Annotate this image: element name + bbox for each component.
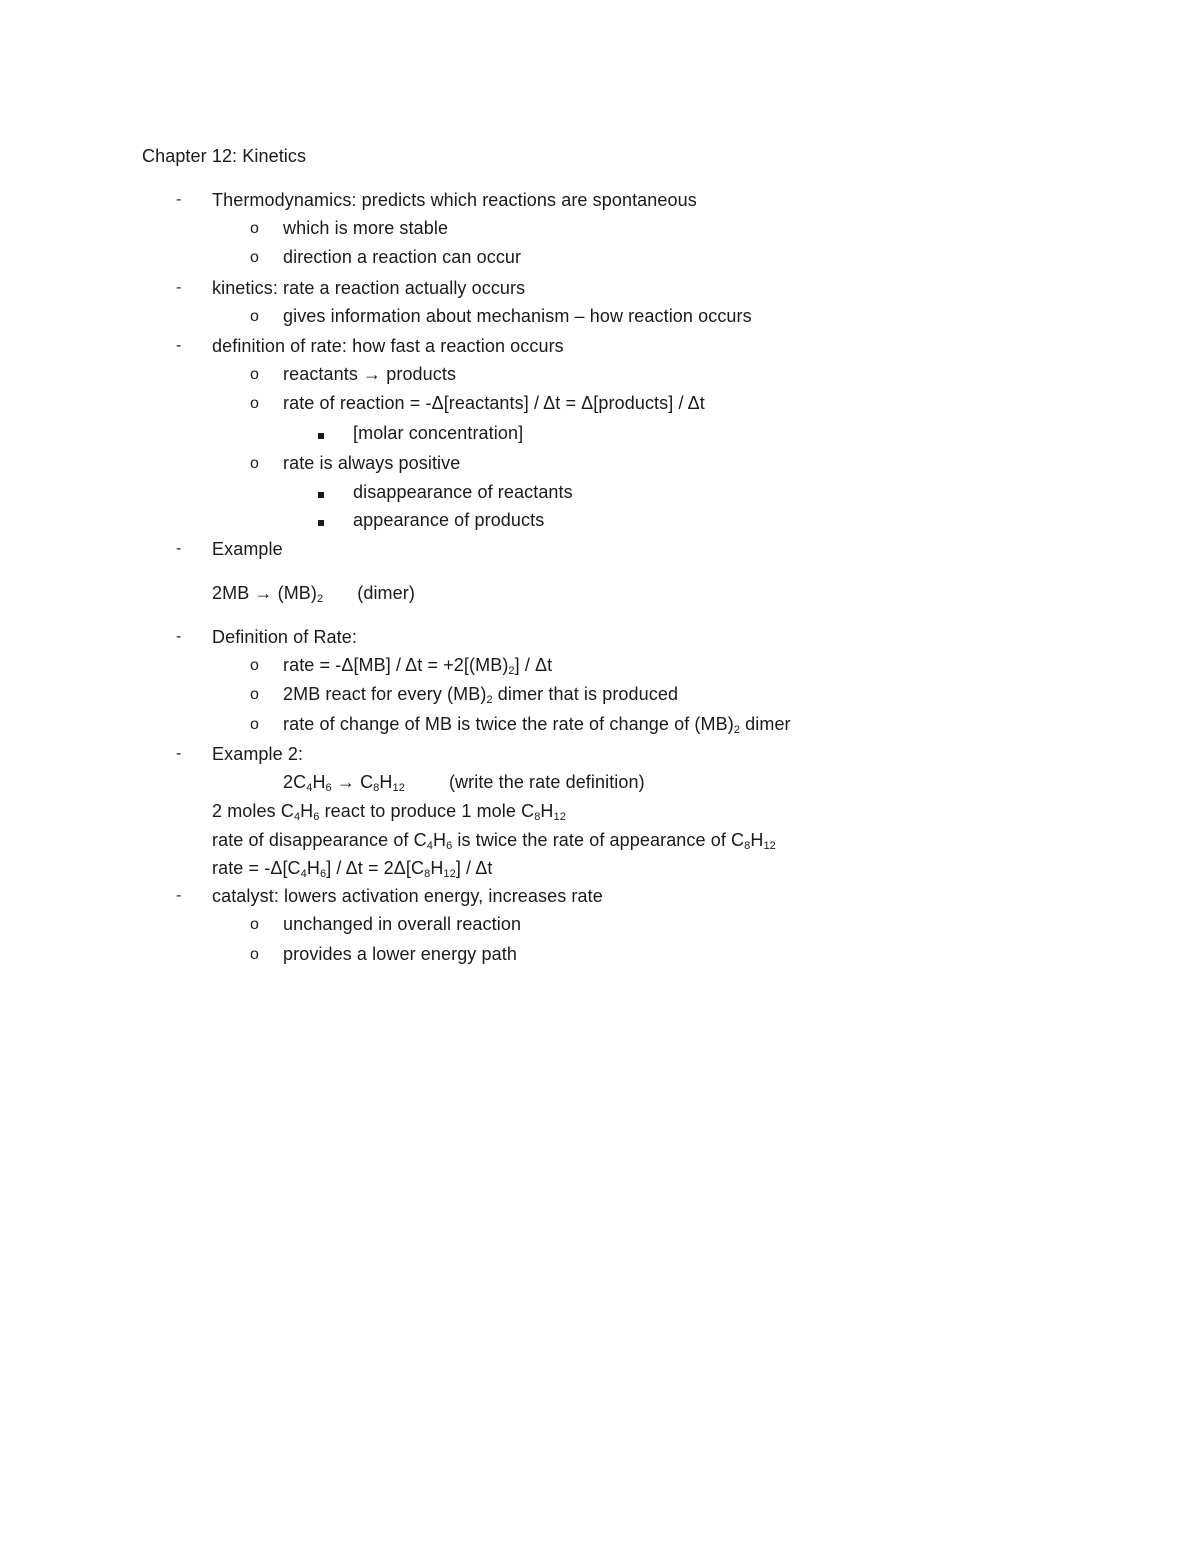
circle-bullet: o <box>250 916 259 933</box>
list-item: kinetics: rate a reaction actually occurs <box>212 278 526 298</box>
dash-bullet: - <box>176 745 182 762</box>
page-title: Chapter 12: Kinetics <box>142 146 307 166</box>
equation: $2C_4H_6 \to C_8H_{12}$ (write the rate definition) <box>283 772 645 794</box>
list-item: 2MB react for every $(MB)_2$ dimer that is produced <box>283 684 679 706</box>
square-bullet <box>318 509 324 531</box>
list-item: rate = $-\Delta[MB] / \Delta t = +2[(MB)_2] / \Delta t$ <box>283 655 553 677</box>
square-bullet <box>318 422 324 444</box>
text-line: 2 moles $C_4H_6$ react to produce 1 mole $C_8H_{12}$ <box>212 801 566 823</box>
circle-bullet: o <box>250 249 259 266</box>
list-item: Thermodynamics: predicts which reactions are spontaneous <box>212 190 697 210</box>
list-item: catalyst: lowers activation energy, increases rate <box>212 886 603 906</box>
circle-bullet: o <box>250 220 259 237</box>
dash-bullet: - <box>176 279 182 296</box>
list-item: appearance of products <box>353 510 545 530</box>
circle-bullet: o <box>250 657 259 674</box>
list-item: Example <box>212 539 283 559</box>
list-item: gives information about mechanism – how reaction occurs <box>283 306 752 326</box>
square-bullet <box>318 481 324 503</box>
equation: $2MB \to (MB)_2$ (dimer) <box>212 583 415 605</box>
circle-bullet: o <box>250 455 259 472</box>
circle-bullet: o <box>250 946 259 963</box>
text-line: rate = $-\Delta[C_4H_6] / \Delta t = 2\Delta[C_8H_{12}] / \Delta t$ <box>212 858 493 880</box>
list-item: which is more stable <box>283 218 449 238</box>
dash-bullet: - <box>176 540 182 557</box>
circle-bullet: o <box>250 308 259 325</box>
dash-bullet: - <box>176 887 182 904</box>
list-item: rate of change of MB is twice the rate of change of $(MB)_2$ dimer <box>283 714 791 736</box>
list-item: Example 2: <box>212 744 304 764</box>
circle-bullet: o <box>250 366 259 383</box>
list-item: definition of rate: how fast a reaction occurs <box>212 336 564 356</box>
list-item: rate of reaction = -Δ[reactants] / Δt = Δ[products] / Δt <box>283 393 705 413</box>
list-item: unchanged in overall reaction <box>283 914 522 934</box>
circle-bullet: o <box>250 716 259 733</box>
list-item: [molar concentration] <box>353 423 524 443</box>
list-item: Definition of Rate: <box>212 627 357 647</box>
dash-bullet: - <box>176 191 182 208</box>
list-item: reactants → products <box>283 364 457 384</box>
dash-bullet: - <box>176 628 182 645</box>
circle-bullet: o <box>250 686 259 703</box>
text-line: rate of disappearance of $C_4H_6$ is twice the rate of appearance of $C_8H_{12}$ <box>212 830 776 852</box>
list-item: provides a lower energy path <box>283 944 517 964</box>
dash-bullet: - <box>176 337 182 354</box>
list-item: direction a reaction can occur <box>283 247 522 267</box>
circle-bullet: o <box>250 395 259 412</box>
list-item: disappearance of reactants <box>353 482 573 502</box>
list-item: rate is always positive <box>283 453 461 473</box>
